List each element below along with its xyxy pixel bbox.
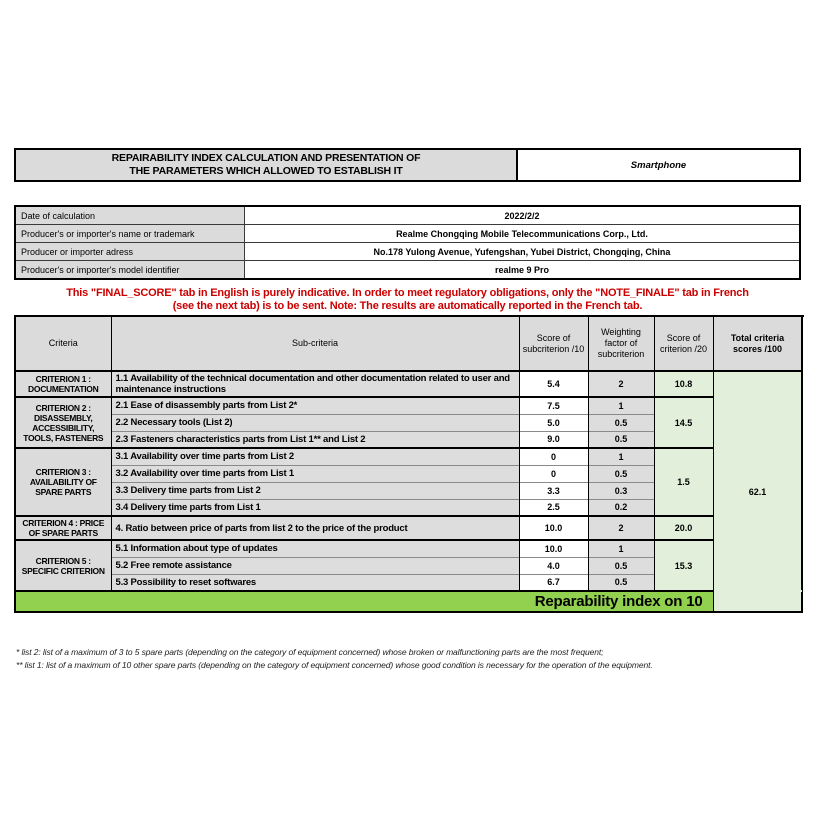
subcriterion-score: 7.5: [519, 397, 588, 414]
subcriterion-label: 3.4 Delivery time parts from List 1: [111, 499, 519, 516]
info-value-producer-name: Realme Chongqing Mobile Telecommunications Corp., Ltd.: [245, 225, 801, 243]
document-title: [16, 150, 518, 180]
subcriterion-label: 2.2 Necessary tools (List 2): [111, 414, 519, 431]
table-row: [15, 540, 802, 557]
subcriterion-label: 3.3 Delivery time parts from List 2: [111, 482, 519, 499]
table-row: [15, 261, 800, 280]
criterion-name: CRITERION 5 : SPECIFIC CRITERION: [15, 540, 111, 591]
subcriterion-weight: 2: [588, 371, 654, 397]
info-label-date: Date of calculation: [15, 206, 245, 225]
footnotes: [16, 646, 801, 671]
subcriterion-label: 3.1 Availability over time parts from List 2: [111, 448, 519, 465]
subcriterion-weight: 0.5: [588, 557, 654, 574]
col-header-sub-criteria: Sub-criteria: [111, 316, 519, 371]
product-category-label: Smartphone: [518, 150, 799, 180]
table-row: [15, 243, 800, 261]
subcriterion-label: 5.2 Free remote assistance: [111, 557, 519, 574]
criterion-score: 15.3: [654, 540, 713, 591]
regulatory-notice-line2: (see the next tab) is to be sent. Note: The results are automatically reported in the French tab.: [172, 299, 643, 312]
subcriterion-weight: 0.5: [588, 414, 654, 431]
col-header-weight: Weighting factor of subcriterion: [588, 316, 654, 371]
subcriterion-weight: 0.3: [588, 482, 654, 499]
info-value-model-identifier: realme 9 Pro: [245, 261, 801, 280]
subcriterion-weight: 1: [588, 540, 654, 557]
criterion-name: CRITERION 2 : DISASSEMBLY, ACCESSIBILITY, TOOLS, FASTENERS: [15, 397, 111, 448]
subcriterion-label: 2.1 Ease of disassembly parts from List 2*: [111, 397, 519, 414]
table-row: [15, 206, 800, 225]
document-title-box: [14, 148, 801, 182]
subcriterion-weight: 0.5: [588, 431, 654, 448]
subcriterion-label: 5.3 Possibility to reset softwares: [111, 574, 519, 591]
subcriterion-score: 0: [519, 465, 588, 482]
subcriterion-score: 2.5: [519, 499, 588, 516]
subcriterion-label: 1.1 Availability of the technical documentation and other documentation related to user and maintenance instructions: [111, 371, 519, 397]
subcriterion-weight: 0.5: [588, 465, 654, 482]
subcriterion-weight: 2: [588, 516, 654, 540]
col-header-total: Total criteria scores /100: [713, 316, 802, 371]
criterion-score: 10.8: [654, 371, 713, 397]
document-title-line2: THE PARAMETERS WHICH ALLOWED TO ESTABLISH IT: [129, 165, 403, 177]
product-info-table: [14, 205, 801, 280]
footnote-list1: ** list 1: list of a maximum of 10 other spare parts (depending on the category of equipment concerned) whose good condition is necessary for the operation of the equipment.: [16, 659, 653, 670]
table-row: [15, 448, 802, 465]
subcriterion-label: 5.1 Information about type of updates: [111, 540, 519, 557]
criterion-name: CRITERION 4 : PRICE OF SPARE PARTS: [15, 516, 111, 540]
footnote-list2: * list 2: list of a maximum of 3 to 5 spare parts (depending on the category of equipment concerned) whose broken or malfunctioning parts are the most frequent;: [16, 647, 604, 657]
subcriterion-score: 5.4: [519, 371, 588, 397]
subcriterion-weight: 0.5: [588, 574, 654, 591]
subcriterion-label: 4. Ratio between price of parts from list 2 to the price of the product: [111, 516, 519, 540]
subcriterion-label: 3.2 Availability over time parts from List 1: [111, 465, 519, 482]
reparability-index-row: [15, 591, 802, 612]
document-title-line1: REPAIRABILITY INDEX CALCULATION AND PRESENTATION OF: [111, 152, 421, 164]
subcriterion-weight: 1: [588, 448, 654, 465]
info-label-producer-address: Producer or importer adress: [15, 243, 245, 261]
table-row: [15, 225, 800, 243]
subcriterion-score: 10.0: [519, 516, 588, 540]
criterion-name: CRITERION 3 : AVAILABILITY OF SPARE PARTS: [15, 448, 111, 516]
regulatory-notice-line1: This "FINAL_SCORE" tab in English is purely indicative. In order to meet regulatory obligations, only the "NOTE_FINALE" tab in French: [66, 287, 749, 299]
subcriterion-score: 4.0: [519, 557, 588, 574]
subcriterion-score: 6.7: [519, 574, 588, 591]
subcriterion-score: 3.3: [519, 482, 588, 499]
info-label-producer-name: Producer's or importer's name or trademark: [15, 225, 245, 243]
table-row: [15, 371, 802, 397]
table-row: [15, 397, 802, 414]
info-value-producer-address: No.178 Yulong Avenue, Yufengshan, Yubei District, Chongqing, China: [245, 243, 801, 261]
col-header-criteria: Criteria: [15, 316, 111, 371]
subcriterion-label: 2.3 Fasteners characteristics parts from List 1** and List 2: [111, 431, 519, 448]
criterion-name: CRITERION 1 : DOCUMENTATION: [15, 371, 111, 397]
criterion-score: 14.5: [654, 397, 713, 448]
col-header-sub-score: Score of subcriterion /10: [519, 316, 588, 371]
subcriterion-weight: 0.2: [588, 499, 654, 516]
reparability-index-label: Reparability index on 10: [15, 591, 713, 612]
info-label-model-identifier: Producer's or importer's model identifier: [15, 261, 245, 280]
table-row: [15, 516, 802, 540]
info-value-date: 2022/2/2: [245, 206, 801, 225]
score-table: [14, 315, 803, 613]
subcriterion-score: 5.0: [519, 414, 588, 431]
subcriterion-score: 0: [519, 448, 588, 465]
regulatory-notice: [14, 287, 801, 312]
col-header-criterion-score: Score of criterion /20: [654, 316, 713, 371]
subcriterion-score: 10.0: [519, 540, 588, 557]
criterion-score: 20.0: [654, 516, 713, 540]
subcriterion-weight: 1: [588, 397, 654, 414]
subcriterion-score: 9.0: [519, 431, 588, 448]
total-score: 62.1: [713, 371, 802, 612]
score-table-header-row: [15, 316, 802, 371]
criterion-score: 1.5: [654, 448, 713, 516]
